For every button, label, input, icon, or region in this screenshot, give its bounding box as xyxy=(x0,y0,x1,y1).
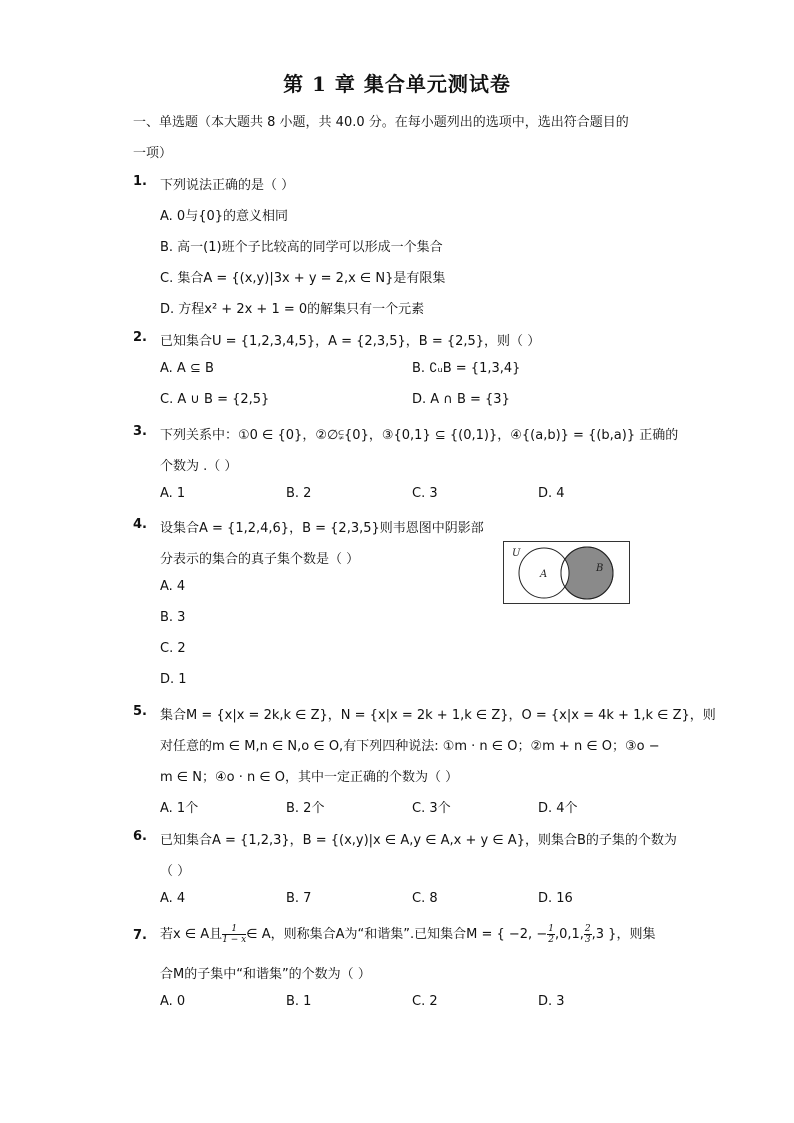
question-7-fraction-1 xyxy=(222,924,246,945)
question-1-option-a: A. 0与{0}的意义相同 xyxy=(160,209,289,224)
question-4-option-a: A. 4 xyxy=(160,579,186,594)
question-7-fraction-2-numerator: 1 xyxy=(548,924,554,934)
question-5-text-line-2: 对任意的m ∈ M,n ∈ N,o ∈ O,有下列四种说法: ①m · n ∈ O；②m + n ∈ O；③o − xyxy=(160,739,660,754)
question-6-text-line-2: （ ） xyxy=(160,864,191,879)
question-2-option-c: C. A ∪ B = {2,5} xyxy=(160,392,270,407)
question-7-option-b: B. 1 xyxy=(286,994,312,1009)
question-7-option-d: D. 3 xyxy=(538,994,565,1009)
question-2-number: 2. xyxy=(133,330,147,345)
question-3-option-c: C. 3 xyxy=(412,486,438,501)
question-3-number: 3. xyxy=(133,424,147,439)
question-5-text-line-3: m ∈ N；④o · n ∈ O，其中一定正确的个数为（ ） xyxy=(160,770,459,785)
question-7-text-middle: ∈ A，则称集合A为“和谐集”.已知集合M = { −2, − xyxy=(246,927,548,942)
question-5-option-a: A. 1个 xyxy=(160,801,199,816)
question-6-option-c: C. 8 xyxy=(412,891,438,906)
question-7-option-a: A. 0 xyxy=(160,994,186,1009)
question-6-option-b: B. 7 xyxy=(286,891,312,906)
question-3-option-a: A. 1 xyxy=(160,486,186,501)
question-7-text-middle-2: ,0,1, xyxy=(554,927,584,942)
question-7-fraction-1-numerator: 1 xyxy=(222,924,246,935)
question-6-text-line-1: 已知集合A = {1,2,3}，B = {(x,y)|x ∈ A,y ∈ A,x + y ∈ A}，则集合B的子集的个数为 xyxy=(160,833,677,848)
question-7-fraction-2-denominator: 2 xyxy=(548,935,554,945)
question-7-text-after: ,3 }，则集 xyxy=(591,927,656,942)
section-header-line-1: 一、单选题（本大题共 8 小题，共 40.0 分。在每小题列出的选项中，选出符合题目的 xyxy=(133,115,629,130)
question-5-number: 5. xyxy=(133,704,147,719)
question-5-option-b: B. 2个 xyxy=(286,801,325,816)
page-title: 第 1 章 集合单元测试卷 xyxy=(283,72,511,96)
venn-set-b-label: B xyxy=(596,563,604,574)
question-3-text-line-1: 下列关系中：①0 ∈ {0}，②∅⫋{0}，③{0,1} ⊆ {(0,1)}，④{(a,b)} = {(b,a)} 正确的 xyxy=(160,428,679,443)
venn-diagram-svg xyxy=(504,542,629,603)
question-5-option-c: C. 3个 xyxy=(412,801,451,816)
question-4-option-c: C. 2 xyxy=(160,641,186,656)
question-6-number: 6. xyxy=(133,829,147,844)
question-7-fraction-1-denominator: 1 − x xyxy=(222,935,247,945)
question-3-option-d: D. 4 xyxy=(538,486,565,501)
question-5-text-line-1: 集合M = {x|x = 2k,k ∈ Z}，N = {x|x = 2k + 1,k ∈ Z}，O = {x|x = 4k + 1,k ∈ Z}，则 xyxy=(160,708,716,723)
question-4-text-line-1: 设集合A = {1,2,4,6}，B = {2,3,5}则韦恩图中阴影部 xyxy=(160,521,484,536)
question-1-number: 1. xyxy=(133,174,147,189)
question-2-text: 已知集合U = {1,2,3,4,5}，A = {2,3,5}，B = {2,5}，则（ ） xyxy=(160,334,541,349)
question-7-text-before: 若x ∈ A且 xyxy=(160,927,223,942)
question-1-option-b: B. 高一(1)班个子比较高的同学可以形成一个集合 xyxy=(160,240,443,255)
question-7-fraction-3-denominator: 3 xyxy=(584,935,591,945)
question-7-text-line-2: 合M的子集中“和谐集”的个数为（ ） xyxy=(160,967,371,982)
question-6-option-a: A. 4 xyxy=(160,891,186,906)
question-7-number: 7. xyxy=(133,928,147,943)
question-4-option-d: D. 1 xyxy=(160,672,187,687)
question-3-text-line-2: 个数为 .（ ） xyxy=(160,459,238,474)
question-7-fraction-3-numerator: 2 xyxy=(584,924,591,934)
section-header-line-2: 一项） xyxy=(133,146,173,161)
question-2-option-a: A. A ⊆ B xyxy=(160,361,214,376)
question-7-fraction-3 xyxy=(584,924,592,945)
venn-diagram xyxy=(503,541,630,604)
venn-universe-label: U xyxy=(512,548,521,559)
question-1-option-d: D. 方程x² + 2x + 1 = 0的解集只有一个元素 xyxy=(160,302,425,317)
question-7-option-c: C. 2 xyxy=(412,994,438,1009)
question-1-option-c: C. 集合A = {(x,y)|3x + y = 2,x ∈ N}是有限集 xyxy=(160,271,446,286)
question-4-option-b: B. 3 xyxy=(160,610,186,625)
question-7-fraction-2 xyxy=(547,924,555,945)
question-5-option-d: D. 4个 xyxy=(538,801,578,816)
question-4-text-line-2: 分表示的集合的真子集个数是（ ） xyxy=(160,552,360,567)
question-1-text: 下列说法正确的是（ ） xyxy=(160,178,295,193)
question-6-option-d: D. 16 xyxy=(538,891,573,906)
question-3-option-b: B. 2 xyxy=(286,486,312,501)
question-2-option-b: B. ∁ᵤB = {1,3,4} xyxy=(412,361,521,376)
question-2-option-d: D. A ∩ B = {3} xyxy=(412,392,510,407)
question-7-text-line-1 xyxy=(160,920,655,950)
question-4-number: 4. xyxy=(133,517,147,532)
venn-set-a-label: A xyxy=(540,569,548,580)
